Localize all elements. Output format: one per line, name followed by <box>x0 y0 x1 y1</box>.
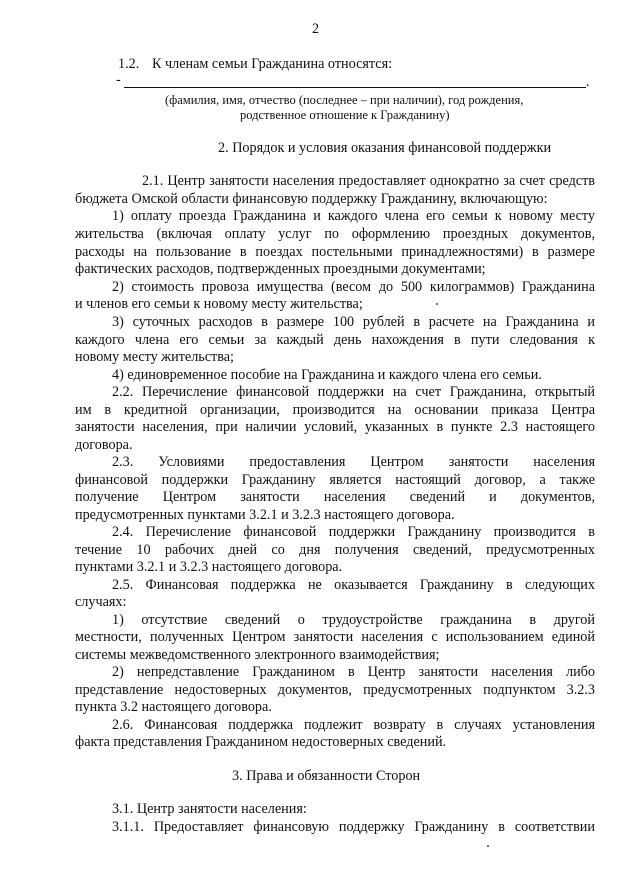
blank-caption-line-2: родственное отношение к Гражданину) <box>240 108 450 122</box>
section-2-line: 2.2. Перечисление финансовой поддержки на счет Гражданина, открытый <box>112 384 595 400</box>
section-2-line: пунктами 3.2.1 и 3.2.3 настоящего договора. <box>75 559 343 575</box>
section-3-line: 3.1. Центр занятости населения: <box>112 801 307 817</box>
section-2-line: занятости населения, при наличии условий, указанных в пункте 2.3 настоящего <box>75 419 595 435</box>
section-2-line: договора. <box>75 437 133 453</box>
section-2-line: 2.6. Финансовая поддержка подлежит возврату в случаях установления <box>112 717 595 733</box>
section-2-line: случаях: <box>75 594 127 610</box>
blank-prefix: - <box>116 72 121 88</box>
section-2-line: 1) отсутствие сведений о трудоустройстве гражданина в другой <box>112 612 595 628</box>
section-2-line: фактических расходов, подтвержденных проездными документами; <box>75 261 486 277</box>
section-2-line: жительства (включая оплату услуг по оформлению проездных документов, <box>75 226 595 242</box>
section-2-line: системы межведомственного электронного взаимодействия; <box>75 647 440 663</box>
section-2-line: 2.1. Центр занятости населения предоставляет однократно за счет средств <box>142 173 595 189</box>
section-2-line: 2) непредставление Гражданином в Центр занятости населения либо <box>112 664 595 680</box>
section-2-line: 4) единовременное пособие на Гражданина и каждого члена его семьи. <box>112 367 542 383</box>
section-2-line: получение Центром занятости населения сведений и документов, <box>75 489 595 505</box>
blank-caption-line-1: (фамилия, имя, отчество (последнее – при наличии), год рождения, <box>165 93 524 107</box>
section-2-line: местности, полученных Центром занятости населения с использованием единой <box>75 629 595 645</box>
section-2-line: финансовой поддержки Гражданину является настоящий договор, а также <box>75 472 595 488</box>
section-2-line: течение 10 рабочих дней со дня получения сведений, предусмотренных <box>75 542 595 558</box>
family-members-blank-line <box>124 87 586 88</box>
page-number: 2 <box>312 21 320 37</box>
section-2-line: расходы на пользование в поездах постельными принадлежностями) в размере <box>75 244 595 260</box>
section-3-line: 3.1.1. Предоставляет финансовую поддержку Гражданину в соответствии <box>112 819 595 835</box>
section-2-line: и членов его семьи к новому месту жительства; <box>75 296 363 312</box>
section-2-line: 2.4. Перечисление финансовой поддержки Гражданину производится в <box>112 524 595 540</box>
blank-suffix: . <box>586 74 590 90</box>
scan-speck <box>487 845 489 847</box>
clause-1-2-number: 1.2. <box>118 56 140 72</box>
section-2-line: 2) стоимость провоза имущества (весом до 500 килограммов) Гражданина <box>112 279 595 295</box>
section-2-line: пункта 3.2 настоящего договора. <box>75 699 272 715</box>
clause-1-2-text: К членам семьи Гражданина относятся: <box>152 56 393 72</box>
section-2-line: им в кредитной организации, производится на основании приказа Центра <box>75 402 595 418</box>
section-2-line: представление недостоверных документов, предусмотренных подпунктом 3.2.3 <box>75 682 595 698</box>
section-2-line: факта представления Гражданином недостоверных сведений. <box>75 734 447 750</box>
section-2-line: бюджета Омской области финансовую поддержку Гражданину, включающую: <box>75 191 548 207</box>
section-2-line: 1) оплату проезда Гражданина и каждого члена его семьи к новому месту <box>112 208 595 224</box>
section-2-line: новому месту жительства; <box>75 349 234 365</box>
section-2-line: предусмотренных пунктами 3.2.1 и 3.2.3 настоящего договора. <box>75 507 455 523</box>
section-2-line: 2.3. Условиями предоставления Центром занятости населения <box>112 454 595 470</box>
section-2-heading: 2. Порядок и условия оказания финансовой поддержки <box>218 140 552 156</box>
section-3-heading: 3. Права и обязанности Сторон <box>232 768 421 784</box>
section-2-line: 2.5. Финансовая поддержка не оказывается Гражданину в следующих <box>112 577 595 593</box>
section-2-line: каждого члена его семьи за каждый день нахождения в пути следования к <box>75 332 595 348</box>
section-2-line: 3) суточных расходов в размере 100 рублей в расчете на Гражданина и <box>112 314 595 330</box>
scan-speck <box>436 303 438 305</box>
